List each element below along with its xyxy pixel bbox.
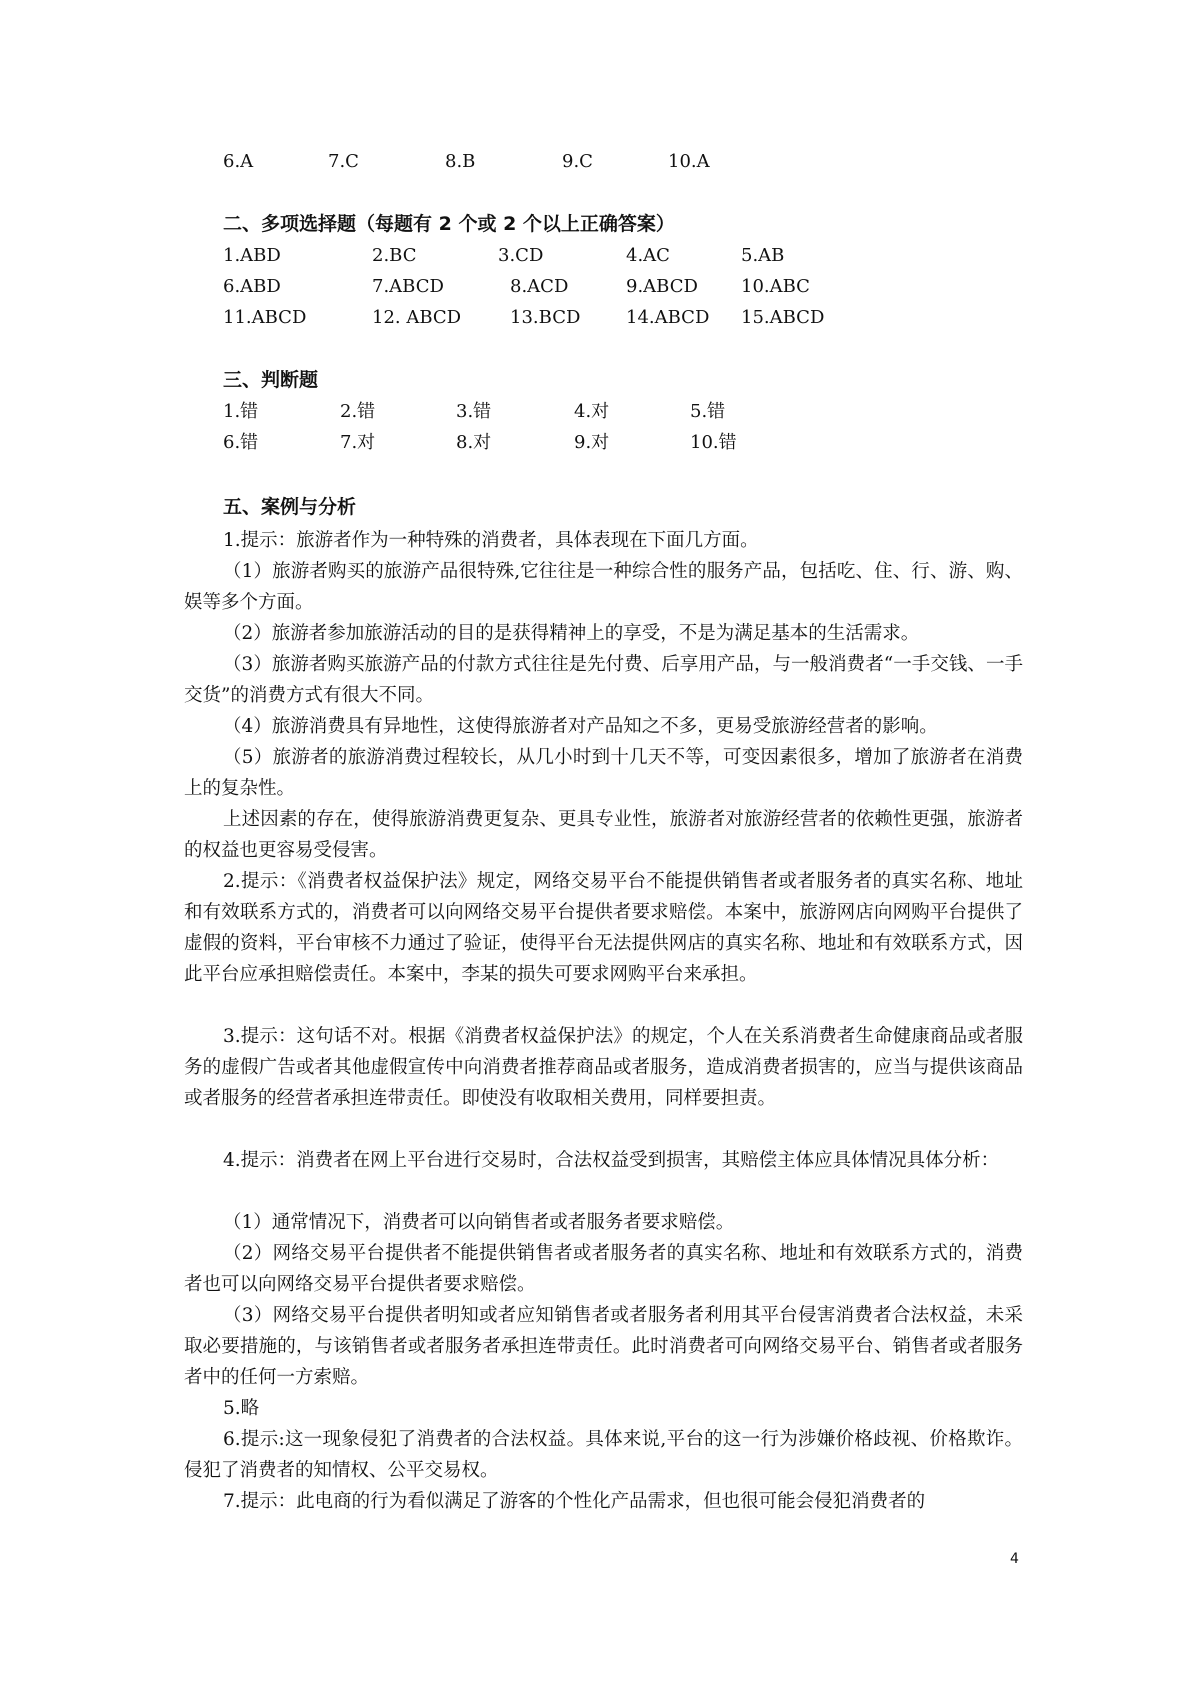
judgement-row (0, 398, 1191, 426)
case-paragraph: 6.提示:这一现象侵犯了消费者的合法权益。具体来说,平台的这一行为涉嫌价格歧视、价格欺诈。侵犯了消费者的知情权、公平交易权。 (184, 1429, 1023, 1481)
answer-item: 4.AC (626, 245, 670, 266)
answer-item: 1.ABD (223, 245, 281, 266)
answer-item: 12. ABCD (372, 307, 462, 328)
answer-item: 14.ABCD (626, 307, 710, 328)
answer-item: 10.ABC (741, 276, 810, 297)
answer-item: 6.A (223, 151, 254, 172)
case-paragraph: （2）旅游者参加旅游活动的目的是获得精神上的享受，不是为满足基本的生活需求。 (223, 623, 920, 644)
answer-item: 4.对 (574, 401, 610, 422)
answer-item: 7.ABCD (372, 276, 444, 297)
case-paragraph: （4）旅游消费具有异地性，这使得旅游者对产品知之不多，更易受旅游经营者的影响。 (223, 716, 938, 737)
case-paragraph: （1）旅游者购买的旅游产品很特殊,它往往是一种综合性的服务产品，包括吃、住、行、游、购、娱等多个方面。 (184, 561, 1023, 613)
answer-item: 6.ABD (223, 276, 281, 297)
case-analysis-heading: 五、案例与分析 (223, 496, 357, 518)
case-paragraph: （5）旅游者的旅游消费过程较长，从几小时到十几天不等，可变因素很多，增加了旅游者在消费上的复杂性。 (184, 747, 1023, 799)
single-choice-answer-row (0, 148, 1191, 176)
multi-choice-heading: 二、多项选择题（每题有 2 个或 2 个以上正确答案） (223, 213, 675, 235)
judgement-heading: 三、判断题 (223, 369, 319, 391)
answer-item: 2.错 (340, 401, 376, 422)
case-paragraph: 5.略 (223, 1398, 260, 1419)
answer-item: 6.错 (223, 432, 259, 453)
answer-item: 9.C (562, 151, 593, 172)
answer-item: 8.ACD (510, 276, 569, 297)
answer-item: 11.ABCD (223, 307, 307, 328)
answer-item: 13.BCD (510, 307, 581, 328)
case-paragraph: （1）通常情况下，消费者可以向销售者或者服务者要求赔偿。 (223, 1212, 735, 1233)
answer-item: 9.对 (574, 432, 610, 453)
case-paragraph: 3.提示：这句话不对。根据《消费者权益保护法》的规定，个人在关系消费者生命健康商品或者服务的虚假广告或者其他虚假宣传中向消费者推荐商品或者服务，造成消费者损害的，应当与提供该商品或者服务的经营者承担连带责任。即使没有收取相关费用，同样要担责。 (184, 1026, 1023, 1109)
answer-item: 10.错 (690, 432, 737, 453)
answer-item: 2.BC (372, 245, 417, 266)
answer-item: 7.对 (340, 432, 376, 453)
answer-item: 7.C (328, 151, 359, 172)
answer-item: 3.错 (456, 401, 492, 422)
answer-item: 3.CD (498, 245, 544, 266)
multi-choice-row (0, 273, 1191, 301)
case-paragraph: （3）网络交易平台提供者明知或者应知销售者或者服务者利用其平台侵害消费者合法权益，未采取必要措施的，与该销售者或者服务者承担连带责任。此时消费者可向网络交易平台、销售者或者服务者中的任何一方索赔。 (184, 1305, 1023, 1388)
answer-item: 15.ABCD (741, 307, 825, 328)
answer-item: 8.B (445, 151, 476, 172)
page-number: 4 (1010, 1551, 1019, 1567)
case-paragraph: 上述因素的存在，使得旅游消费更复杂、更具专业性，旅游者对旅游经营者的依赖性更强，旅游者的权益也更容易受侵害。 (184, 809, 1023, 861)
answer-item: 1.错 (223, 401, 259, 422)
case-paragraph: 4.提示：消费者在网上平台进行交易时，合法权益受到损害，其赔偿主体应具体情况具体分析： (223, 1150, 1000, 1171)
case-paragraph: （3）旅游者购买旅游产品的付款方式往往是先付费、后享用产品，与一般消费者“一手交钱、一手交货”的消费方式有很大不同。 (184, 654, 1023, 706)
case-paragraph: 1.提示：旅游者作为一种特殊的消费者，具体表现在下面几方面。 (223, 530, 759, 551)
answer-item: 10.A (668, 151, 710, 172)
case-paragraph: （2）网络交易平台提供者不能提供销售者或者服务者的真实名称、地址和有效联系方式的，消费者也可以向网络交易平台提供者要求赔偿。 (184, 1243, 1023, 1295)
answer-item: 9.ABCD (626, 276, 698, 297)
judgement-row (0, 429, 1191, 457)
multi-choice-row (0, 242, 1191, 270)
multi-choice-row (0, 304, 1191, 332)
case-paragraph: 7.提示：此电商的行为看似满足了游客的个性化产品需求，但也很可能会侵犯消费者的 (223, 1491, 926, 1512)
case-paragraph: 2.提示：《消费者权益保护法》规定，网络交易平台不能提供销售者或者服务者的真实名称、地址和有效联系方式的，消费者可以向网络交易平台提供者要求赔偿。本案中，旅游网店向网购平台提供了虚假的资料，平台审核不力通过了验证，使得平台无法提供网店的真实名称、地址和有效联系方式，因此平台应承担赔偿责任。本案中，李某的损失可要求网购平台来承担。 (184, 871, 1023, 985)
answer-item: 5.AB (741, 245, 785, 266)
answer-item: 8.对 (456, 432, 492, 453)
answer-item: 5.错 (690, 401, 726, 422)
